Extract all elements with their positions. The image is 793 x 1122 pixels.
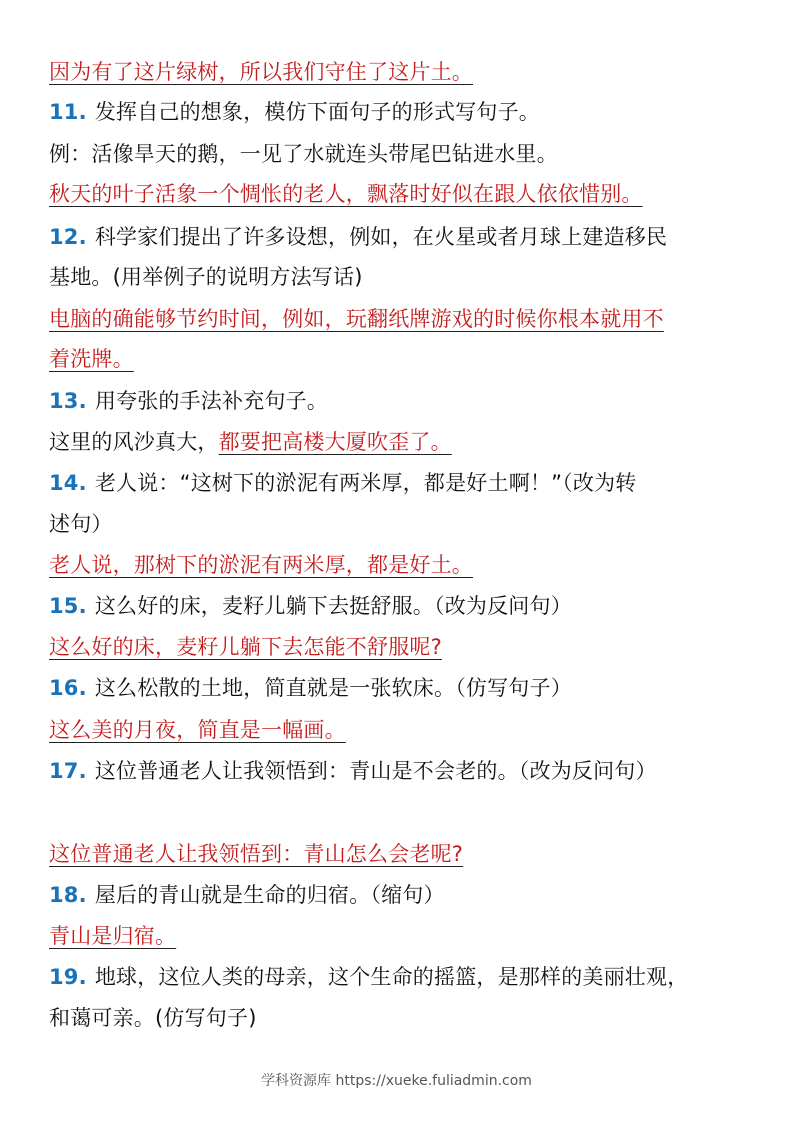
question-number: 13. <box>49 389 87 413</box>
question-number: 14. <box>49 471 87 495</box>
answer-text: 着洗牌。 <box>49 347 134 371</box>
answer-text: 都要把高楼大厦吹歪了。 <box>218 430 452 454</box>
answer-line-14 <box>49 551 489 579</box>
answer-text: 电脑的确能够节约时间，例如，玩翻纸牌游戏的时候你根本就用不 <box>49 307 664 331</box>
answer-text: 因为有了这片绿树，所以我们守住了这片土。 <box>49 60 473 84</box>
question-number: 15. <box>49 594 87 618</box>
question-17 <box>49 757 657 785</box>
question-text: 用夸张的手法补充句子。 <box>94 389 329 413</box>
question-16 <box>49 674 572 702</box>
question-text: 这么松散的土地，简直就是一张软床。（仿写句子） <box>94 676 572 700</box>
answer-line-17 <box>49 840 479 868</box>
question-18 <box>49 881 445 909</box>
prompt-text: 这里的风沙真大， <box>49 430 219 454</box>
answer-text: 这么美的月夜，简直是一幅画。 <box>49 718 346 742</box>
question-text: 科学家们提出了许多设想，例如，在火星或者月球上建造移民 <box>94 225 668 249</box>
answer-line-16 <box>49 716 362 744</box>
question-text: 这位普通老人让我领悟到：青山是不会老的。（改为反问句） <box>94 759 657 783</box>
answer-line-12b <box>49 345 150 373</box>
question-text: 述句） <box>49 512 113 536</box>
question-14-continued <box>49 510 113 538</box>
question-text: 基地。(用举例子的说明方法写话) <box>49 265 363 289</box>
example-line-11 <box>49 140 558 168</box>
answer-line-15 <box>49 633 458 661</box>
question-number: 18. <box>49 883 87 907</box>
answer-text: 老人说，那树下的淤泥有两米厚，都是好土。 <box>49 553 473 577</box>
question-13 <box>49 387 328 415</box>
answer-line-11 <box>49 180 659 208</box>
answer-text: 秋天的叶子活象一个惆怅的老人，飘落时好似在跟人依依惜别。 <box>49 182 643 206</box>
answer-line-13 <box>49 428 468 456</box>
question-text: 这么好的床，麦籽儿躺下去挺舒服。（改为反问句） <box>94 594 572 618</box>
question-text: 屋后的青山就是生命的归宿。（缩句） <box>94 883 445 907</box>
page-footer: 学科资源库 https://xueke.fuliadmin.com <box>261 1073 532 1089</box>
answer-text: 这位普通老人让我领悟到：青山怎么会老呢? <box>49 842 464 866</box>
question-text: 老人说：“这树下的淤泥有两米厚，都是好土啊！”（改为转 <box>94 471 637 495</box>
question-text: 发挥自己的想象，模仿下面句子的形式写句子。 <box>94 100 541 124</box>
question-15 <box>49 592 572 620</box>
question-12-continued <box>49 263 363 291</box>
question-14 <box>49 469 636 497</box>
example-text: 例：活像旱天的鹅，一见了水就连头带尾巴钻进水里。 <box>49 142 558 166</box>
question-12 <box>49 223 667 251</box>
question-text: 地球，这位人类的母亲，这个生命的摇篮，是那样的美丽壮观， <box>94 965 689 989</box>
question-number: 19. <box>49 965 87 989</box>
answer-line-18 <box>49 922 192 950</box>
question-number: 11. <box>49 100 87 124</box>
answer-text: 这么好的床，麦籽儿躺下去怎能不舒服呢? <box>49 635 442 659</box>
answer-line-12a <box>49 305 664 333</box>
question-text: 和蔼可亲。(仿写句子) <box>49 1006 257 1030</box>
question-number: 16. <box>49 676 87 700</box>
question-11 <box>49 98 540 126</box>
answer-text: 青山是归宿。 <box>49 924 177 948</box>
question-number: 12. <box>49 225 87 249</box>
question-19 <box>49 963 688 991</box>
question-number: 17. <box>49 759 87 783</box>
question-19-continued <box>49 1004 257 1032</box>
answer-line-10 <box>49 58 489 86</box>
